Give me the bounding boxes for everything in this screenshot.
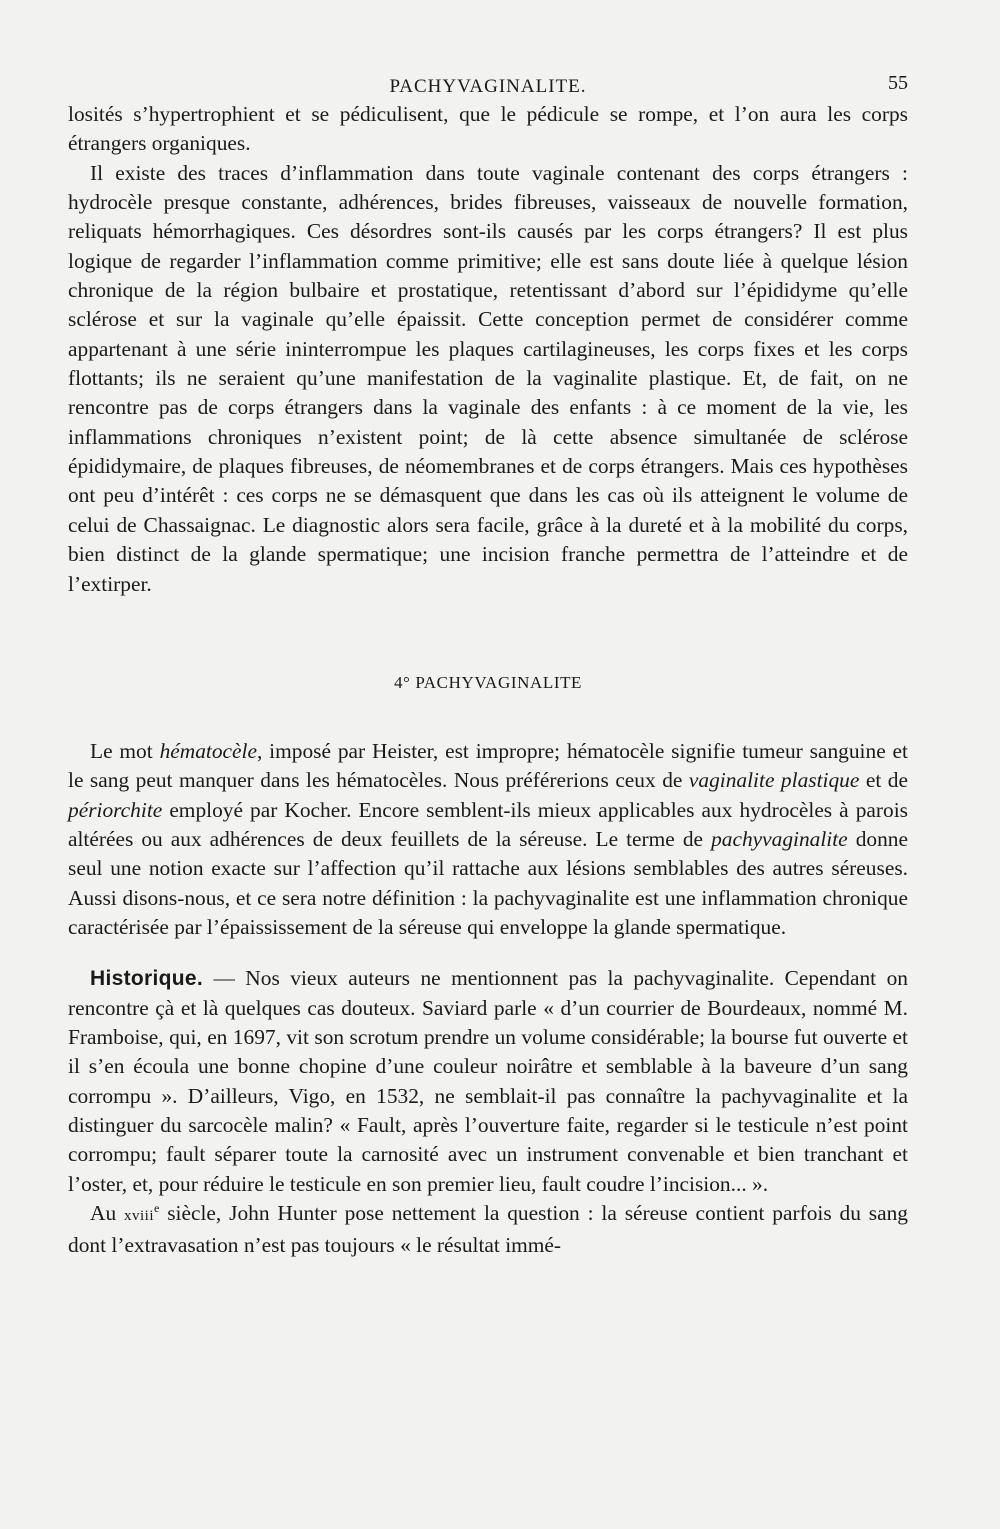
definition-text-4: employé par Kocher. Encore semblent-ils mieux applicables aux hydrocèles à parois altérées ou aux adhérences de deux feuillets de la séreuse. Le terme de	[68, 797, 908, 851]
section-number: 4°	[393, 672, 411, 692]
historique-heading: Historique.	[90, 967, 203, 991]
paragraph-hunter	[68, 1199, 908, 1261]
running-title: PACHYVAGINALITE.	[389, 76, 587, 97]
term-pachyvaginalite: pachyvaginalite	[711, 826, 848, 851]
hunter-text-1: Au	[90, 1201, 125, 1225]
definition-text-1: Le mot	[90, 738, 160, 763]
term-periorchite: périorchite	[68, 797, 163, 822]
section-title: PACHYVAGINALITE	[415, 672, 583, 692]
definition-text-2: , imposé par Heister, est impropre; hématocèle signifie tumeur sanguine et le sang peut manquer dans les hématocèles. Nous préférerions ceux de	[68, 738, 908, 793]
body-text	[68, 100, 908, 1261]
paragraph-definition	[68, 737, 908, 942]
century-numeral: xviii	[124, 1208, 155, 1224]
paragraph-continuation: losités s’hypertrophient et se pédiculisent, que le pédicule se rompe, et l’on aura les corps étrangers organiques.	[68, 102, 908, 156]
term-vaginalite-plastique: vaginalite plastique	[688, 768, 860, 793]
section-heading	[68, 673, 908, 693]
historique-text: — Nos vieux auteurs ne mentionnent pas la pachyvaginalite. Cependant on rencontre çà et là quelques cas douteux. Saviard parle « d’un courrier de Bourdeaux, nommé M. Framboise, qui, en 1697, vit son scrotum prendre un volume considérable; la bourse fut ouverte et il s’en écoula une bonne chopine d’une couleur noirâtre et semblable à la baveure d’un sang corrompu ». D’ailleurs, Vigo, en 1532, ne semblait-il pas connaître la pachyvaginalite et la distinguer du sarcocèle malin? « Fault, après l’ouverture faite, regarder si le testicule n’est point corrompu; fault séparer toute la carnosité avec un instrument convenable et bien tranchant et l’oster, et, pour réduire le testicule en son premier lieu, fault coudre l’incision... ».	[68, 966, 908, 1196]
paragraph-foreign-bodies: Il existe des traces d’inflammation dans toute vaginale contenant des corps étrangers : hydrocèle presque constante, adhérences, brides fibreuses, vaisseaux de nouvelle formation, reliquats hémorrhagiques. Ces désordres sont-ils causés par les corps étrangers? Il est plus logique de regarder l’inflammation comme primitive; elle est sans doute liée à quelque lésion chronique de la région bulbaire et prostatique, retentissant d’abord sur l’épididyme qu’elle sclérose et sur la vaginale qu’elle épaissit. Cette conception permet de considérer comme appartenant à une série ininterrompue les plaques cartilagineuses, les corps fixes et les corps flottants; ils ne seraient qu’une manifestation de la vaginalite plastique. Et, de fait, on ne rencontre pas de corps étrangers dans la vaginale des enfants : à ce moment de la vie, les inflammations chroniques n’existent point; de là cette absence simultanée de sclérose épididymaire, de plaques fibreuses, de néomembranes et de corps étrangers. Mais ces hypothèses ont peu d’intérêt : ces corps ne se démasquent que dans les cas où ils atteignent le volume de celui de Chassaignac. Le diagnostic alors sera facile, grâce à la dureté et à la mobilité du corps, bien distinct de la glande spermatique; une incision franche permettra de l’atteindre et de l’extirper.	[68, 160, 908, 596]
paragraph-gap	[68, 942, 908, 964]
paragraph-historique	[68, 964, 908, 1199]
page-number: 55	[888, 72, 908, 94]
term-hematocele: hématocèle	[159, 738, 257, 763]
book-page	[68, 66, 908, 1506]
century-superscript: e	[154, 1200, 160, 1215]
definition-text-5: donne seul une notion exacte sur l’affection qu’il rattache aux lésions semblables des autres séreuses. Aussi disons-nous, et ce sera notre définition : la pachyvaginalite est une inflammation chronique caractérisée par l’épaississement de la séreuse qui enveloppe la glande spermatique.	[68, 826, 908, 939]
definition-text-3: et de	[859, 768, 908, 793]
hunter-text-2: siècle, John Hunter pose nettement la question : la séreuse contient parfois du sang dont l’extravasation n’est pas toujours « le résultat immé-	[68, 1201, 908, 1258]
running-header	[68, 66, 908, 100]
